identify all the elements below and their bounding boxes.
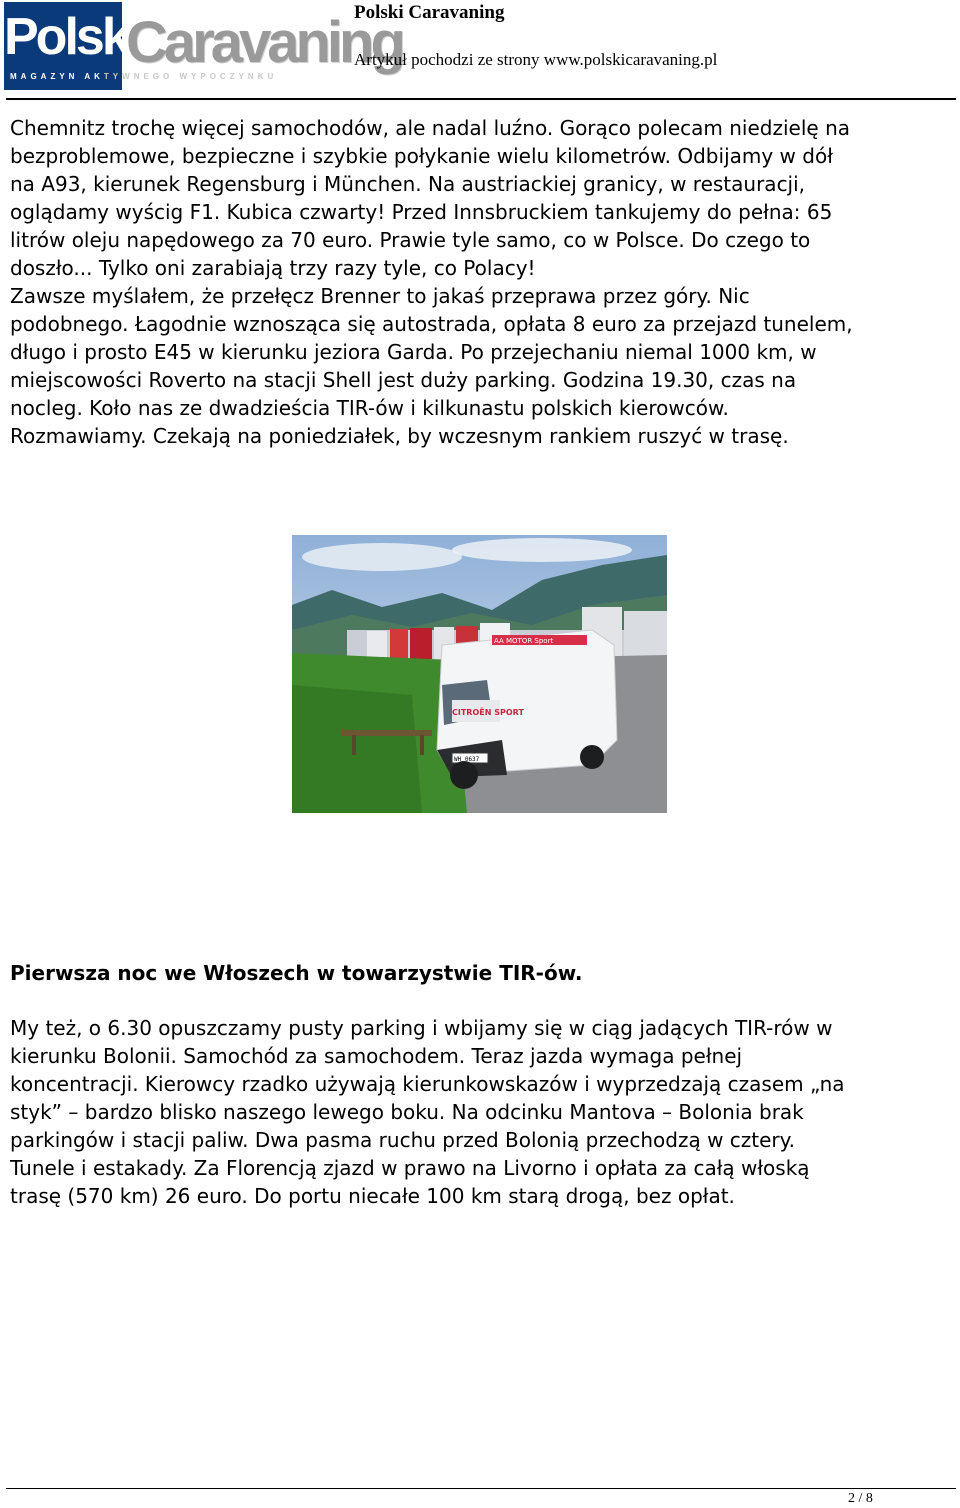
text-line: kierunku Bolonii. Samochód za samochodem. Teraz jazda wymaga pełnej (10, 1044, 743, 1068)
text-line: litrów oleju napędowego za 70 euro. Prawie tyle samo, co w Polsce. Do czego to (10, 228, 811, 252)
photo-illustration (292, 535, 667, 813)
text-line: bezproblemowe, bezpieczne i szybkie połykanie wielu kilometrów. Odbijamy w dół (10, 144, 833, 168)
page-number: 2 / 8 (848, 1491, 873, 1506)
van-banner-text: AA MOTOR Sport (494, 637, 554, 645)
text-line: My też, o 6.30 opuszczamy pusty parking i wbijamy się w ciąg jadących TIR-rów w (10, 1016, 833, 1040)
logo-tagline-first: MAGAZYN AK (10, 72, 104, 81)
text-line: styk” – bardzo blisko naszego lewego boku. Na odcinku Mantova – Bolonia brak (10, 1100, 804, 1124)
source-line: Artykuł pochodzi ze strony www.polskicaravaning.pl (354, 50, 718, 69)
text-line: na A93, kierunek Regensburg i München. Na austriackiej granicy, w restauracji, (10, 172, 806, 196)
text-line: parkingów i stacji paliw. Dwa pasma ruchu przed Bolonią przechodzą w cztery. (10, 1128, 795, 1152)
text-line: trasę (570 km) 26 euro. Do portu niecałe 100 km starą drogą, bez opłat. (10, 1184, 735, 1208)
logo-tagline (10, 72, 310, 86)
header-divider (6, 98, 956, 100)
site-title: Polski Caravaning (354, 2, 505, 23)
article-paragraph-2 (10, 1014, 955, 1210)
text-line: doszło... Tylko oni zarabiają trzy razy tyle, co Polacy! (10, 256, 536, 280)
text-line: długo i prosto E45 w kierunku jeziora Garda. Po przejechaniu niemal 1000 km, w (10, 340, 817, 364)
van-brand-text: CITROËN SPORT (452, 708, 524, 717)
section-heading: Pierwsza noc we Włoszech w towarzystwie TIR-ów. (10, 961, 583, 985)
article-photo-van-at-truck-parking (292, 535, 667, 813)
text-line: Zawsze myślałem, że przełęcz Brenner to jakaś przeprawa przez góry. Nic (10, 284, 750, 308)
page-header (0, 0, 960, 100)
polski-caravaning-logo[interactable] (4, 2, 402, 90)
logo-tagline-rest: TYWNEGO WYPOCZYNKU (103, 72, 278, 81)
logo-word-polski: Polski (4, 2, 122, 90)
text-line: Chemnitz trochę więcej samochodów, ale nadal luźno. Gorąco polecam niedzielę na (10, 116, 850, 140)
text-line: podobnego. Łagodnie wznosząca się autostrada, opłata 8 euro za przejazd tunelem, (10, 312, 853, 336)
article-paragraph-1 (10, 114, 955, 450)
license-plate-text: WH 0637 (454, 756, 480, 763)
text-line: Rozmawiamy. Czekają na poniedziałek, by wczesnym rankiem ruszyć w trasę. (10, 424, 789, 448)
text-line: oglądamy wyścig F1. Kubica czwarty! Przed Innsbruckiem tankujemy do pełna: 65 (10, 200, 833, 224)
footer-divider (6, 1488, 956, 1489)
text-line: nocleg. Koło nas ze dwadzieścia TIR-ów i kilkunastu polskich kierowców. (10, 396, 729, 420)
text-line: koncentracji. Kierowcy rzadko używają kierunkowskazów i wyprzedzają czasem „na (10, 1072, 845, 1096)
text-line: miejscowości Roverto na stacji Shell jest duży parking. Godzina 19.30, czas na (10, 368, 797, 392)
text-line: Tunele i estakady. Za Florencją zjazd w prawo na Livorno i opłata za całą włoską (10, 1156, 810, 1180)
logo-word-caravaning: Caravaning (126, 10, 402, 75)
